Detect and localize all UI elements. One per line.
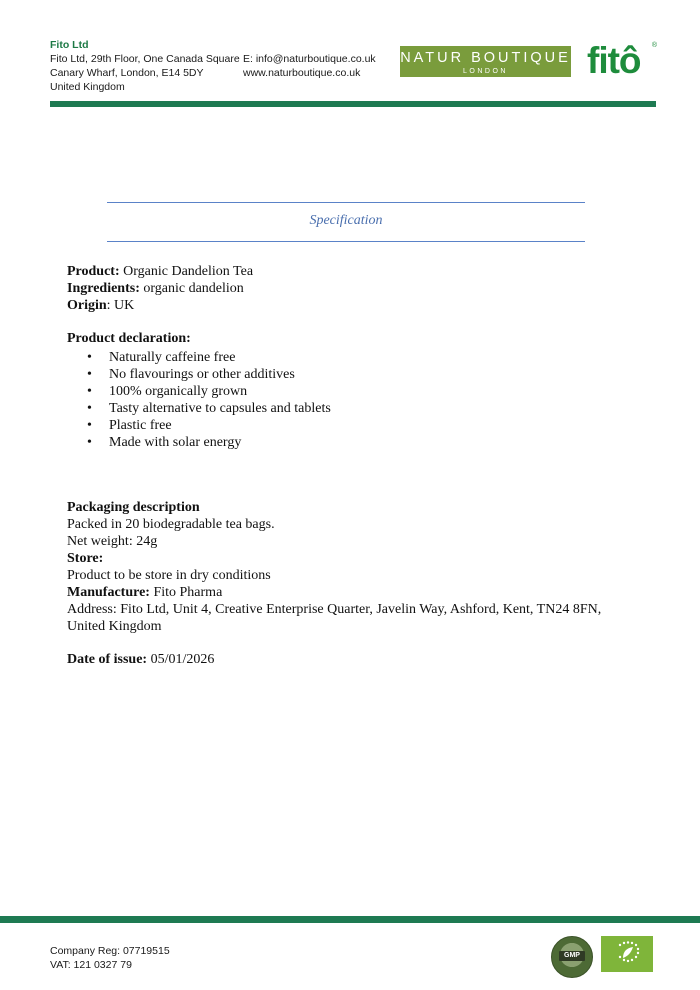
declaration-list [67,349,627,451]
email-text: E: info@naturboutique.co.uk [243,53,376,65]
packaging-line: Packed in 20 biodegradable tea bags. [67,517,275,532]
ingredients-label: Ingredients: [67,281,140,296]
list-item: • Tasty alternative to capsules and tablets [67,400,627,417]
company-block [50,38,240,94]
origin-value: : UK [106,298,135,313]
manufacture-line [67,584,627,601]
footer-registration [50,944,170,972]
company-address-line: Fito Ltd, 29th Floor, One Canada Square [50,53,240,65]
document-title: Specification [309,213,383,228]
fito-logo [587,40,657,82]
product-line [67,263,627,280]
header-divider-bar [50,101,656,107]
manufacture-value: Fito Pharma [149,585,223,600]
eu-organic-leaf-icon [601,936,653,972]
company-reg-text: Company Reg: 07719515 [50,945,170,957]
fito-logo-text: fitô [587,40,641,81]
origin-label: Origin [67,298,107,313]
fito-logo-registered-mark: ® [651,42,657,49]
natur-boutique-logo-subtext: LONDON [463,68,508,75]
store-heading: Store: [67,551,104,566]
ingredients-value: organic dandelion [139,281,244,296]
company-address-line: Canary Wharf, London, E14 5DY [50,67,204,79]
footer-divider-bar [0,916,700,923]
document-body [67,263,627,668]
origin-line [67,297,627,314]
issue-date-line [67,651,627,668]
address-text: Address: Fito Ltd, Unit 4, Creative Enterprise Quarter, Javelin Way, Ashford, Kent, TN24 8FN, United Kingdom [67,602,602,634]
gmp-label: GMP [559,951,585,961]
list-item: • Naturally caffeine free [67,349,627,366]
natur-boutique-logo-text: NATUR BOUTIQUE [400,50,571,66]
list-item: • No flavourings or other additives [67,366,627,383]
store-text: Product to be store in dry conditions [67,568,271,583]
issue-date-value: 05/01/2026 [147,652,215,667]
company-name: Fito Ltd [50,39,89,51]
packaging-heading: Packaging description [67,500,200,515]
list-item: • 100% organically grown [67,383,627,400]
manufacture-label: Manufacture: [67,585,150,600]
product-value: Organic Dandelion Tea [119,264,254,279]
gmp-seal-icon [551,936,593,978]
contact-block [243,52,376,80]
title-rule-top [107,202,585,203]
issue-date-label: Date of issue: [67,652,148,667]
title-rule-bottom [107,241,585,242]
website-text: www.naturboutique.co.uk [243,67,361,79]
company-address-line: United Kingdom [50,81,125,93]
vat-text: VAT: 121 0327 79 [50,959,132,971]
eu-organic-leaf-graphic [601,936,653,972]
net-weight-line: Net weight: 24g [67,534,158,549]
declaration-heading: Product declaration: [67,331,191,346]
list-item: • Plastic free [67,417,627,434]
product-label: Product: [67,264,120,279]
list-item: • Made with solar energy [67,434,627,451]
ingredients-line [67,280,627,297]
natur-boutique-logo [400,46,571,77]
